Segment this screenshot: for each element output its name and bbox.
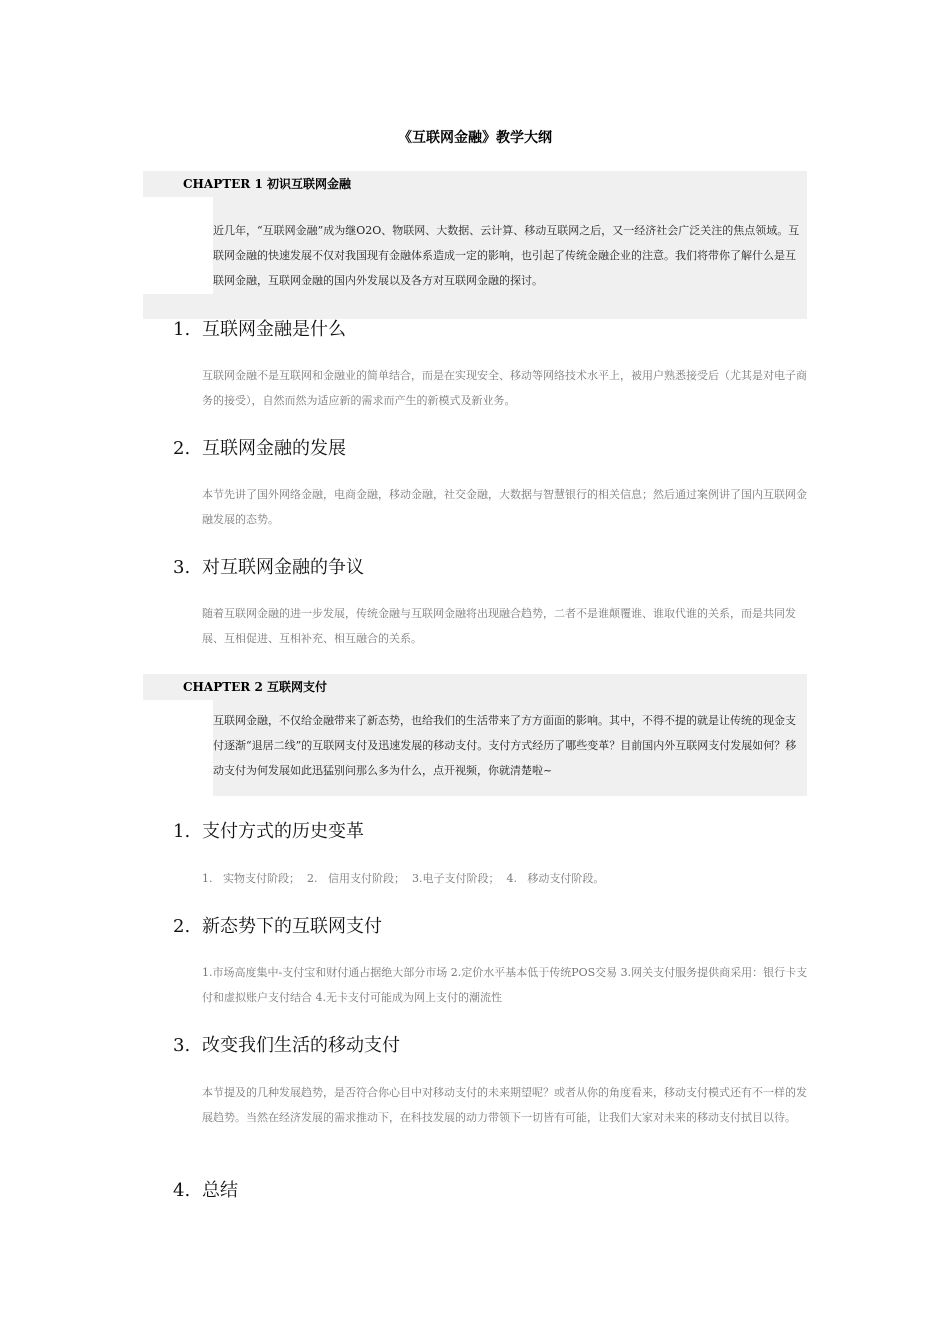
chapter-2-section-2-body: 1.市场高度集中-支付宝和财付通占据绝大部分市场 2.定价水平基本低于传统POS交易 3.网关支付服务提供商采用：银行卡支付和虚拟账户支付结合 4.无卡支付可能成为网上支付的潮流性 xyxy=(202,966,808,1004)
chapter-2-section-2-title xyxy=(173,915,382,939)
chapter-2-box xyxy=(143,674,807,796)
section-number: 3. xyxy=(173,1035,191,1056)
section-title-text: 支付方式的历史变革 xyxy=(202,821,364,842)
chapter-1-section-1-title xyxy=(173,318,346,342)
section-number: 2. xyxy=(173,438,191,459)
chapter-2-section-3-body: 本节提及的几种发展趋势，是否符合你心目中对移动支付的未来期望呢？或者从你的角度看来，移动支付模式还有不一样的发展趋势。当然在经济发展的需求推动下，在科技发展的动力带领下一切皆有可能，让我们大家对未来的移动支付拭目以待。 xyxy=(202,1086,807,1124)
chapter-1-section-3-title xyxy=(173,556,364,580)
chapter-1-box xyxy=(143,171,807,319)
chapter-2-section-3-title xyxy=(173,1034,400,1058)
section-number: 2. xyxy=(173,916,191,937)
chapter-1-section-1-body: 互联网金融不是互联网和金融业的简单结合，而是在实现安全、移动等网络技术水平上，被用户熟悉接受后（尤其是对电子商务的接受），自然而然为适应新的需求而产生的新模式及新业务。 xyxy=(202,369,807,407)
section-title-text: 总结 xyxy=(202,1180,238,1201)
section-title-text: 互联网金融的发展 xyxy=(202,438,346,459)
section-number: 3. xyxy=(173,557,191,578)
chapter-2-section-4-title xyxy=(173,1179,238,1203)
document-title: 《互联网金融》教学大纲 xyxy=(398,130,552,146)
chapter-2-indent xyxy=(143,700,213,796)
chapter-1-intro: 近几年，“互联网金融”成为继O2O、物联网、大数据、云计算、移动互联网之后，又一经济社会广泛关注的焦点领域。互联网金融的快速发展不仅对我国现有金融体系造成一定的影响，也引起了传统金融企业的注意。我们将带你了解什么是互联网金融，互联网金融的国内外发展以及各方对互联网金融的探讨。 xyxy=(213,197,807,319)
chapter-1-indent xyxy=(143,197,213,294)
section-title-text: 互联网金融是什么 xyxy=(202,319,346,340)
chapter-2-section-1-body: 1. 实物支付阶段； 2. 信用支付阶段； 3.电子支付阶段； 4. 移动支付阶段。 xyxy=(202,872,605,885)
chapter-2-heading: CHAPTER 2 互联网支付 xyxy=(143,674,807,700)
section-number: 1. xyxy=(173,319,191,340)
chapter-1-heading: CHAPTER 1 初识互联网金融 xyxy=(143,171,807,197)
chapter-2-intro: 互联网金融，不仅给金融带来了新态势，也给我们的生活带来了方方面面的影响。其中，不得不提的就是让传统的现金支付逐渐“退居二线”的互联网支付及迅速发展的移动支付。支付方式经历了哪些变革？目前国内外互联网支付发展如何？移动支付为何发展如此迅猛别问那么多为什么，点开视频，你就清楚啦~ xyxy=(213,700,807,796)
section-title-text: 对互联网金融的争议 xyxy=(202,557,364,578)
chapter-2-section-1-title xyxy=(173,820,364,844)
section-number: 4. xyxy=(173,1180,191,1201)
chapter-1-section-2-body: 本节先讲了国外网络金融，电商金融，移动金融，社交金融，大数据与智慧银行的相关信息；然后通过案例讲了国内互联网金融发展的态势。 xyxy=(202,488,807,526)
section-number: 1. xyxy=(173,821,191,842)
section-title-text: 新态势下的互联网支付 xyxy=(202,916,382,937)
chapter-1-section-2-title xyxy=(173,437,346,461)
chapter-1-section-3-body: 随着互联网金融的进一步发展，传统金融与互联网金融将出现融合趋势，二者不是谁颠覆谁、谁取代谁的关系，而是共同发展、互相促进、互相补充、相互融合的关系。 xyxy=(202,607,796,645)
section-title-text: 改变我们生活的移动支付 xyxy=(202,1035,400,1056)
